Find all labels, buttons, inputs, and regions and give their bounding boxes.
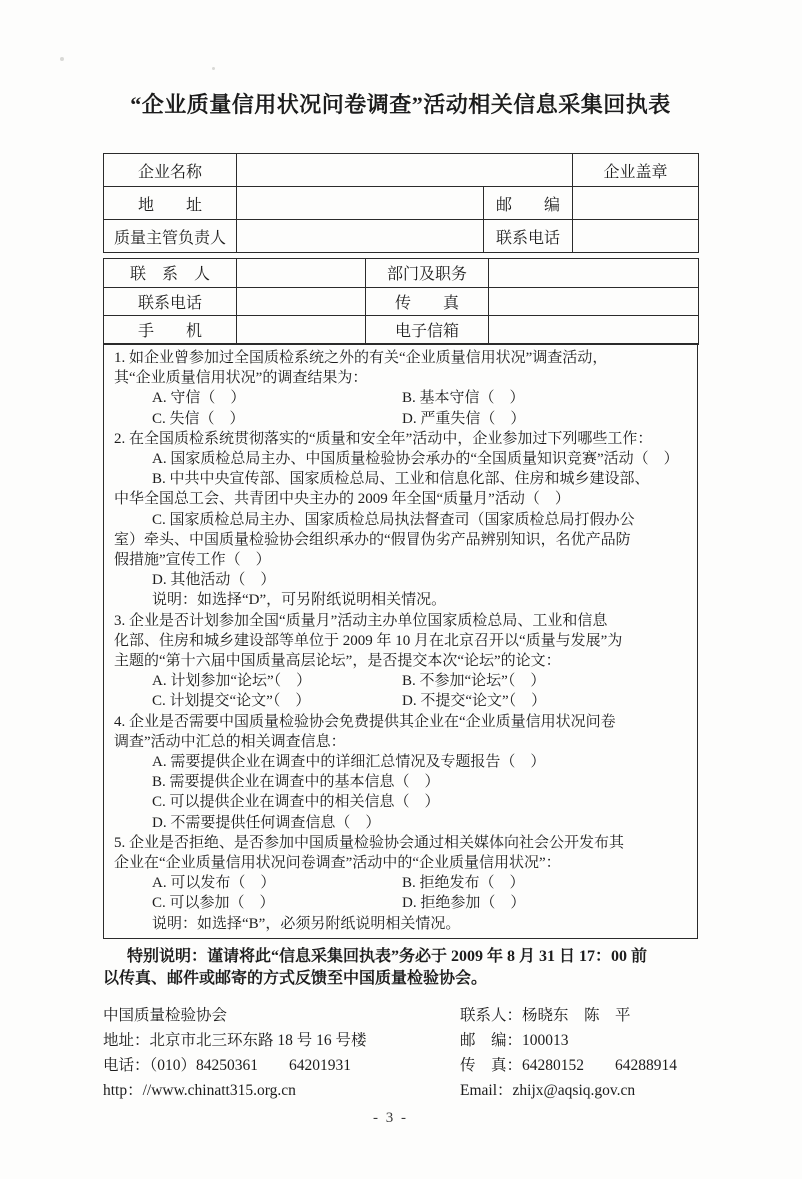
question-option-row xyxy=(114,893,687,913)
answer-option-line[interactable]: 中华全国总工会、共青团中央主办的 2009 年全国“质量月”活动（ ） xyxy=(114,491,570,508)
table-row xyxy=(104,287,699,316)
answer-option[interactable]: C. 失信（ ） xyxy=(152,410,245,427)
fax-label: 传 真 xyxy=(366,287,489,316)
answer-option-line[interactable]: D. 其他活动（ ） xyxy=(152,572,276,589)
manager-phone-field[interactable] xyxy=(573,220,699,253)
dept-position-field[interactable] xyxy=(489,259,699,288)
answer-option-line[interactable]: C. 可以提供企业在调查中的相关信息（ ） xyxy=(152,794,440,811)
answer-option[interactable]: C. 计划提交“论文”（ ） xyxy=(152,693,311,710)
answer-option[interactable]: A. 计划参加“论坛”（ ） xyxy=(152,673,312,690)
table-row xyxy=(104,220,699,253)
question-text-line: 3. 企业是否计划参加全国“质量月”活动主办单位国家质检总局、工业和信息 xyxy=(114,612,608,629)
answer-option-line[interactable]: 假措施”宣传工作（ ） xyxy=(114,551,271,568)
question-text-line: 说明：如选择“D”，可另附纸说明相关情况。 xyxy=(152,592,447,609)
org-website: http：//www.chinatt315.org.cn xyxy=(103,1081,296,1099)
company-name-label: 企业名称 xyxy=(104,154,237,187)
answer-option[interactable]: A. 守信（ ） xyxy=(152,390,246,407)
question-option-row xyxy=(114,691,687,711)
address-label: 地 址 xyxy=(104,187,237,220)
question-text-line: 调查”活动中汇总的相关调查信息： xyxy=(114,733,346,750)
question-text-line: 1. 如企业曾参加过全国质检系统之外的有关“企业质量信用状况”调查活动， xyxy=(114,349,608,366)
org-fax: 传 真：64280152 64288914 xyxy=(460,1056,678,1074)
postcode-label: 邮 编 xyxy=(484,187,573,220)
document-page xyxy=(103,0,698,1127)
contact-footer xyxy=(103,1003,698,1103)
org-address: 地址：北京市北三环东路 18 号 16 号楼 xyxy=(103,1031,367,1049)
answer-option-line[interactable]: D. 不需要提供任何调查信息（ ） xyxy=(152,814,381,831)
table-row xyxy=(104,259,699,288)
org-name: 中国质量检验协会 xyxy=(103,1006,228,1024)
contact-phone-label: 联系电话 xyxy=(104,287,237,316)
question-text-line: 企业在“企业质量信用状况问卷调查”活动中的“企业质量信用状况”： xyxy=(114,854,561,871)
table-row xyxy=(104,187,699,220)
email-field[interactable] xyxy=(489,316,699,345)
answer-option[interactable]: A. 可以发布（ ） xyxy=(152,875,276,892)
org-postcode: 邮 编：100013 xyxy=(460,1031,569,1049)
contact-names: 联系人：杨晓东 陈 平 xyxy=(460,1006,631,1024)
special-note xyxy=(103,946,698,991)
question-text-line: C. 国家质检总局主办、国家质检总局执法督查司（国家质检总局打假办公 xyxy=(152,511,635,528)
footer-left-column xyxy=(103,1003,460,1103)
question-text-line: 5. 企业是否拒绝、是否参加中国质量检验协会通过相关媒体向社会公开发布其 xyxy=(114,834,625,851)
answer-option-line[interactable]: B. 需要提供企业在调查中的基本信息（ ） xyxy=(152,774,440,791)
address-field[interactable] xyxy=(237,187,484,220)
enterprise-info-table-bottom xyxy=(103,258,699,345)
mobile-label: 手 机 xyxy=(104,316,237,345)
contact-person-label: 联 系 人 xyxy=(104,259,237,288)
org-phone: 电话：（010）84250361 64201931 xyxy=(103,1056,352,1074)
table-row xyxy=(104,154,699,187)
question-option-row xyxy=(114,671,687,691)
enterprise-info-table-top xyxy=(103,153,699,253)
answer-option-line[interactable]: A. 国家质检总局主办、中国质量检验协会承办的“全国质量知识竞赛”活动（ ） xyxy=(152,450,679,467)
org-email: Email：zhijx@aqsiq.gov.cn xyxy=(460,1081,636,1099)
postcode-field[interactable] xyxy=(573,187,699,220)
special-note-line: 以传真、邮件或邮寄的方式反馈至中国质量检验协会。 xyxy=(103,970,488,988)
answer-option[interactable]: B. 不参加“论坛”（ ） xyxy=(402,673,546,690)
table-row xyxy=(104,316,699,345)
question-text-line: 主题的“第十六届中国质量高层论坛”，是否提交本次“论坛”的论文： xyxy=(114,652,561,669)
answer-option[interactable]: B. 拒绝发布（ ） xyxy=(402,875,525,892)
question-option-row xyxy=(114,873,687,893)
question-text-line: 2. 在全国质检系统贯彻落实的“质量和安全年”活动中，企业参加过下列哪些工作： xyxy=(114,430,653,447)
question-option-row xyxy=(114,388,687,408)
answer-option[interactable]: B. 基本守信（ ） xyxy=(402,390,525,407)
question-text-line: 化部、住房和城乡建设部等单位于 2009 年 10 月在北京召开以“质量与发展”为 xyxy=(114,632,623,649)
contact-person-field[interactable] xyxy=(237,259,366,288)
fax-field[interactable] xyxy=(489,287,699,316)
page-title: “企业质量信用状况问卷调查”活动相关信息采集回执表 xyxy=(130,92,671,117)
question-text-line: 室）牵头、中国质量检验协会组织承办的“假冒伪劣产品辨别知识，名优产品防 xyxy=(114,531,631,548)
question-text-line: 说明：如选择“B”，必须另附纸说明相关情况。 xyxy=(152,915,461,932)
answer-option[interactable]: D. 拒绝参加（ ） xyxy=(402,895,526,912)
company-seal-label: 企业盖章 xyxy=(573,154,699,187)
manager-phone-label: 联系电话 xyxy=(484,220,573,253)
footer-right-column xyxy=(460,1003,698,1103)
mobile-field[interactable] xyxy=(237,316,366,345)
questionnaire-box xyxy=(103,343,698,939)
question-text-line: 其“企业质量信用状况”的调查结果为： xyxy=(114,370,368,387)
question-option-row xyxy=(114,409,687,429)
page-number: - 3 - xyxy=(373,1109,408,1126)
dept-position-label: 部门及职务 xyxy=(366,259,489,288)
question-text-line: 4. 企业是否需要中国质量检验协会免费提供其企业在“企业质量信用状况问卷 xyxy=(114,713,616,730)
email-label: 电子信箱 xyxy=(366,316,489,345)
company-name-field[interactable] xyxy=(237,154,573,187)
scan-speck xyxy=(60,57,64,61)
quality-manager-field[interactable] xyxy=(237,220,484,253)
answer-option-line[interactable]: A. 需要提供企业在调查中的详细汇总情况及专题报告（ ） xyxy=(152,753,546,770)
contact-phone-field[interactable] xyxy=(237,287,366,316)
answer-option[interactable]: C. 可以参加（ ） xyxy=(152,895,275,912)
special-note-line: 特别说明：谨请将此“信息采集回执表”务必于 2009 年 8 月 31 日 17：00 前 xyxy=(127,947,648,965)
quality-manager-label: 质量主管负责人 xyxy=(104,220,237,253)
answer-option[interactable]: D. 严重失信（ ） xyxy=(402,410,526,427)
question-text-line: B. 中共中央宣传部、国家质检总局、工业和信息化部、住房和城乡建设部、 xyxy=(152,471,650,488)
answer-option[interactable]: D. 不提交“论文”（ ） xyxy=(402,693,547,710)
